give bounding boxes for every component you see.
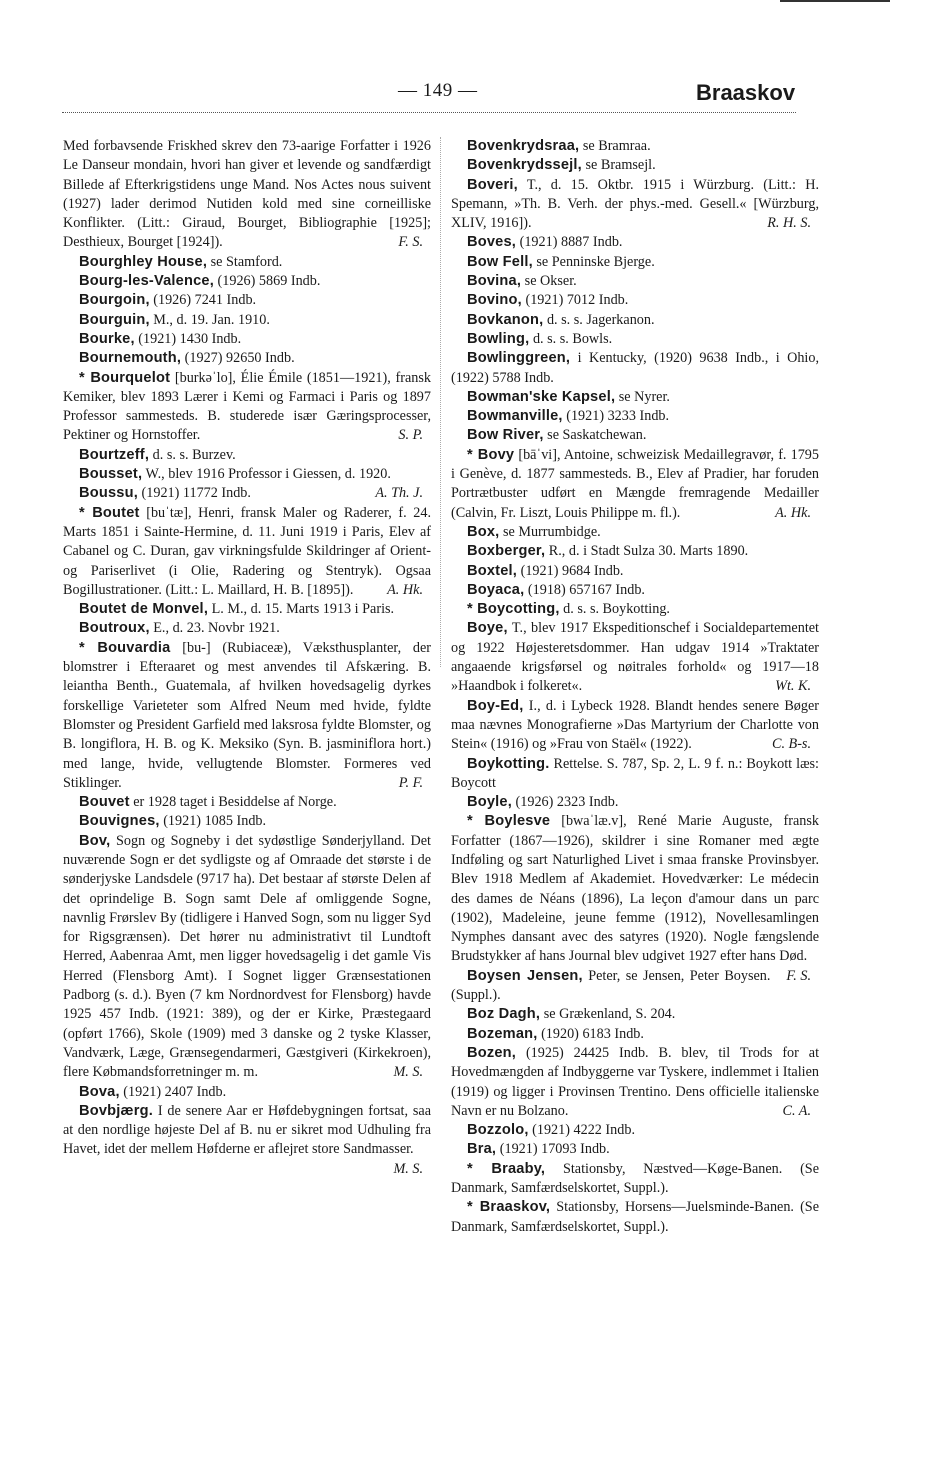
entry-text: (1925) 24425 Indb. B. blev, til Trods for at Hovedmængden af Indbyggerne var Tyskere, indlemmet i Italien (1919) og ligger i Provinsen Trentino. Dens officielle italienske Navn er nu Bolzano. [451,1044,820,1119]
dictionary-entry [63,369,431,446]
entry-headword: Bov, [79,832,111,849]
dictionary-entry [451,793,819,812]
entry-text: Rettelse. S. 787, Sp. 2, L. 9 f. n.: Boykott læs: Boycott [451,755,820,791]
entry-text: se Grækenland, S. 204. [543,1006,676,1023]
dictionary-entry [451,233,819,252]
entry-headword: Boz Dagh, [467,1006,541,1023]
entry-headword: * Braaby, [467,1160,546,1177]
entry-headword: Bovenkrydsraa, [467,138,580,154]
author-signature: S. P. [398,427,423,444]
dictionary-entry [451,1198,819,1237]
entry-headword: Bowling, [467,330,530,347]
entry-text: (1927) 92650 Indb. [184,350,295,367]
entry-text: (1926) 5869 Indb. [217,273,321,290]
entry-headword: Boyle, [467,794,512,811]
entry-text: i Kentucky, (1920) 9638 Indb., i Ohio, (1922) 5788 Indb. [451,350,820,386]
author-signature: R. H. S. [767,215,811,232]
entry-headword: Bow River, [467,427,544,444]
dictionary-entry [451,697,819,755]
dictionary-entry [63,793,431,812]
entry-headword: Bournemouth, [79,350,182,367]
entry-text: Med forbavsende Friskhed skrev den 73-aarige Forfatter i 1926 Le Danseur mondain, hvori han giver et levende og sandfærdigt Billede af Efterkrigstidens unge Mand. Nos Actes nous suivent (1927) lader derimod Nutiden kold med sine corneilliske Konflikter. (Litt.: Giraud, Bourget, Bibliographie [1925]; Desthieux, Bourget [1924]). [63,138,431,251]
entry-headword: Bourg-les-Valence, [79,273,214,290]
entry-text: I de senere Aar er Høfdebygningen fortsat, saa at den nordlige højeste Del af B. nu er sikret mod Udhuling fra Havet, idet der mellem Høfderne er aflejret store Sandmasser. [63,1102,432,1158]
entry-text: T., d. 15. Oktbr. 1915 i Würzburg. (Litt.: H. Spemann, »Th. B. Verh. der phys.-med. Gesell.« [Würzburg, XLIV, 1916]). [451,176,819,232]
entry-text: Sogn og Sogneby i det sydøstlige Sønderjylland. Det nuværende Sogn er det sydligste og af Omraade det største i de sønderjyske Landsdele (9717 ha). Det bestaar af største Delen af det oprindelige B. Sogn samt Dele af omliggende Sogne, navnlig Frørslev By (tidligere i Hanved Sogn, som nu ligger Syd for Rigsgrænsen). Det hører nu administrativt til Lundtoft Herred, Aabenraa Amt, men ligger hovedsagelig i det gamle Vis Herred (Flensborg Amt). I Sognet ligger Grænsestationen Padborg (s. d.). Byen (7 km Nordnordvest for Flensborg) havde 1925 457 Indb. (1921: 389), og der er Kirke, Præstegaard (opført 1766), Skole (1909) med 3 danske og 2 tyske Klasser, Vandværk, Læge, Grænsegendarmeri, Gæstgiveri (Kirkekroen), flere Købmandsforretninger m. m. [63,832,431,1081]
entry-text: (1921) 11772 Indb. [141,485,251,502]
entry-headword: Bourke, [79,330,135,347]
entry-text: se Murrumbidge. [502,523,601,540]
entry-headword: Bovkanon, [467,311,544,328]
entry-text: L. M., d. 15. Marts 1913 i Paris. [211,601,395,618]
entry-headword: Bozeman, [467,1025,538,1042]
right-column [451,137,819,1237]
entry-text: [bwaˈlæ.v], René Marie Auguste, fransk Forfatter (1867—1926), skildrer i sine Romaner med ægte Indføling og sart Naturlighed Livet i smaa franske Provinsbyer. Blev 1918 Medlem af Akademiet. Hovedværker: Le médecin des dames de Néans (1896), La leçon d'amour dans un parc (1902), Madeleine, jeune femme (1912), Novellesamlingen Nymphes dansant avec des satyres (1920). Nogle fængslende Brudstykker af hans Journal blev udgivet 1927 efter hans Død. [451,813,820,965]
entry-text: (1921) 8887 Indb. [519,234,623,251]
entry-text: (1926) 2323 Indb. [515,794,619,811]
entry-headword: * Bovy [467,446,515,463]
entry-headword: Bozen, [467,1044,517,1061]
dictionary-entry [63,1102,432,1177]
dictionary-entry [451,291,819,310]
entry-headword: Boy-Ed, [467,697,524,714]
dictionary-entry [63,330,431,349]
dictionary-entry [451,349,819,388]
dictionary-entry [451,272,819,291]
entry-text: Stationsby, Horsens—Juelsminde-Banen. (Se Danmark, Samfærdselskortet, Suppl.). [451,1199,819,1235]
entry-text: W., blev 1916 Professor i Giessen, d. 1920. [145,466,391,483]
author-signature: F. S. [398,234,423,251]
author-signature: Wt. K. [775,678,811,695]
entry-text: se Bramsejl. [585,157,656,174]
scan-mark [780,0,890,6]
dictionary-entry [451,542,819,561]
dictionary-entry [63,291,431,310]
left-column [63,137,431,1179]
entry-headword: Bovbjærg. [79,1102,153,1119]
entry-headword: Boye, [467,620,508,637]
entry-text: (1921) 1085 Indb. [163,813,267,830]
entry-headword: Boysen Jensen, [467,967,583,984]
author-signature: C. A. [782,1102,811,1119]
entry-headword: Bourguin, [79,311,150,328]
author-signature: P. F. [398,774,423,791]
dictionary-entry [451,137,819,156]
dictionary-entry [63,349,431,368]
dictionary-entry [451,388,819,407]
dictionary-entry [451,967,819,1006]
entry-headword: * Bourquelot [79,369,171,386]
entry-headword: Bourgoin, [79,292,150,309]
entry-headword: Boveri, [467,176,518,193]
entry-headword: Boyaca, [467,581,525,598]
entry-headword: Bourghley House, [79,253,208,270]
entry-text: [burkəˈlo], Élie Émile (1851—1921), fransk Kemiker, blev 1893 Lærer i Kemi og Farmaci i Paris og 1897 Professor sammesteds. B. studerede især Gæringsprocesser, Pektiner og Hornstoffer. [63,369,431,444]
dictionary-entry [451,755,819,794]
header-rule [62,112,796,113]
dictionary-entry [63,272,431,291]
dictionary-entry [63,639,431,793]
entry-headword: * Bouvardia [79,639,171,656]
entry-headword: Bowman'ske Kapsel, [467,388,616,405]
dictionary-entry [451,1025,819,1044]
dictionary-entry [451,446,819,523]
entry-headword: Bovenkrydssejl, [467,157,582,174]
dictionary-entry [451,1160,819,1199]
dictionary-entry [451,426,819,445]
author-signature: M. S. [393,1160,423,1177]
dictionary-entry [451,311,819,330]
author-signature: M. S. [393,1064,423,1081]
entry-text: R., d. i Stadt Sulza 30. Marts 1890. [548,543,749,560]
dictionary-entry [451,581,819,600]
entry-text: (1921) 3233 Indb. [566,408,670,425]
author-signature: F. S. [786,967,811,984]
entry-text: (1918) 657167 Indb. [527,581,645,598]
dictionary-entry [63,253,431,272]
entry-text: (1920) 6183 Indb. [541,1025,644,1042]
dictionary-entry [451,253,819,272]
dictionary-entry [451,1005,819,1024]
entry-text: [bu-] (Rubiaceæ), Væksthusplanter, der blomstrer i Efteraaret og mest anvendes til Afskæring. B. leiantha Benth., Guatemala, af hvilken hovedsagelig dyrkes forskellige Varieteter som Alfred Neum med hvide, fyldte Blomster og President Garfield med laksrosa fyldte Blomster, og B. longiflora, H. B. og K. Meksiko (Syn. B. jasminiflora hort.) med lange, hvide, vellugtende Blomster. Formeres ved Stiklinger. [63,639,431,791]
page-number: — 149 — [398,80,478,101]
entry-headword: Bowlinggreen, [467,350,571,367]
entry-text: d. s. s. Bowls. [532,330,613,347]
entry-headword: Bozzolo, [467,1122,529,1139]
entry-text: se Penninske Bjerge. [536,253,655,270]
entry-headword: Bovino, [467,292,522,309]
entry-text: [bāˈvi], Antoine, schweizisk Medaillegravør, f. 1795 i Genève, d. 1877 sammesteds. B., Elev af Pradier, har foruden Portrætbuster udført en Mængde fremragende Medailler (Calvin, Fr. Liszt, Louis Philippe m. fl.). [451,446,819,521]
entry-text: (1921) 2407 Indb. [123,1083,227,1100]
entry-headword: Boutet de Monvel, [79,601,209,618]
dictionary-entry [451,1121,819,1140]
entry-headword: Bow Fell, [467,253,533,270]
entry-text: er 1928 taget i Besiddelse af Norge. [133,794,337,811]
entry-text: M., d. 19. Jan. 1910. [153,311,270,328]
dictionary-entry [63,619,431,638]
running-head: Braaskov [696,80,796,105]
dictionary-entry [63,311,431,330]
entry-text: (1921) 17093 Indb. [499,1141,610,1158]
author-signature: C. B-s. [771,736,811,753]
dictionary-entry [451,156,819,175]
entry-text: T., blev 1917 Ekspeditionschef i Socialdepartementet og 1922 Højesteretsdommer. Han udgav 1914 »Traktater angaaende krigsførsel og nøitrales forhold« og 1917—18 »Haandbok i folkeret«. [451,620,819,695]
dictionary-entry [451,562,819,581]
entry-headword: Boves, [467,234,517,251]
dictionary-entry [63,1083,431,1102]
dictionary-entry [451,407,819,426]
entry-headword: Boussu, [79,485,138,502]
entry-text: (1926) 7241 Indb. [153,292,257,309]
dictionary-entry [63,504,431,600]
author-signature: A. Th. J. [375,485,423,502]
column-divider [440,137,441,667]
entry-headword: Bousset, [79,466,143,483]
dictionary-entry [63,812,431,831]
entry-text: (1921) 4222 Indb. [532,1122,635,1139]
entry-text: Stationsby, Næstved—Køge-Banen. (Se Danmark, Samfærdselskortet, Suppl.). [451,1160,819,1197]
entry-text: se Bramraa. [582,138,651,154]
entry-text: se Okser. [524,273,577,290]
entry-headword: Bourtzeff, [79,446,150,463]
entry-text: se Stamford. [210,253,283,270]
dictionary-entry [63,832,431,1083]
entry-text: [buˈtæ], Henri, fransk Maler og Raderer, f. 24. Marts 1851 i Sainte-Hermine, d. 11. Juni 1919 i Paris, Elev af Cabanel og C. Duran, gav virkningsfulde Skildringer af Orient- og Pariserlivet (i Olie, Radering og Stentryk). Ogsaa Bogillustrationer. (Litt.: L. Maillard, H. B. [1895]). [63,504,432,598]
author-signature: A. Hk. [775,504,811,521]
entry-headword: Bovina, [467,273,522,290]
entry-headword: Boxtel, [467,562,518,579]
entry-text: Peter, se Jensen, Peter Boysen. (Suppl.). [451,967,771,1004]
dictionary-entry [451,619,819,696]
entry-headword: Bouvet [79,794,130,811]
dictionary-entry [451,1140,819,1159]
dictionary-entry [451,176,819,234]
dictionary-entry [451,523,819,542]
entry-headword: Bowmanville, [467,408,563,425]
entry-headword: * Braaskov, [467,1199,551,1216]
dictionary-entry [451,1044,819,1121]
dictionary-entry [451,600,819,619]
entry-headword: Bouvignes, [79,813,160,830]
page-header [60,80,796,110]
dictionary-entry [451,330,819,349]
dictionary-entry [63,137,431,253]
entry-text: se Saskatchewan. [547,427,647,444]
entry-text: se Nyrer. [618,388,670,405]
dictionary-entry [63,600,431,619]
entry-headword: Boykotting. [467,755,550,772]
entry-headword: * Boutet [79,504,140,521]
author-signature: A. Hk. [387,581,423,598]
entry-text: (1921) 1430 Indb. [138,330,242,347]
entry-headword: * Boycotting, [467,601,560,618]
entry-text: (1921) 7012 Indb. [525,292,629,309]
entry-headword: * Boylesve [467,813,551,830]
entry-headword: Boutroux, [79,620,150,637]
dictionary-entry [63,446,431,465]
entry-text: d. s. s. Boykotting. [563,601,670,618]
entry-text: I., d. i Lybeck 1928. Blandt hendes senere Bøger maa nævnes Monografierne »Das Martyrium der Charlotte von Stein« (1916) og »Frau von Staël« (1922). [451,697,819,753]
entry-text: d. s. s. Jagerkanon. [546,311,655,328]
entry-text: d. s. s. Burzev. [152,446,236,463]
entry-headword: Bova, [79,1083,120,1100]
entry-headword: Box, [467,523,500,540]
entry-headword: Bra, [467,1141,497,1158]
entry-headword: Boxberger, [467,543,546,560]
entry-text: E., d. 23. Novbr 1921. [153,620,280,637]
entry-text: (1921) 9684 Indb. [520,562,624,579]
